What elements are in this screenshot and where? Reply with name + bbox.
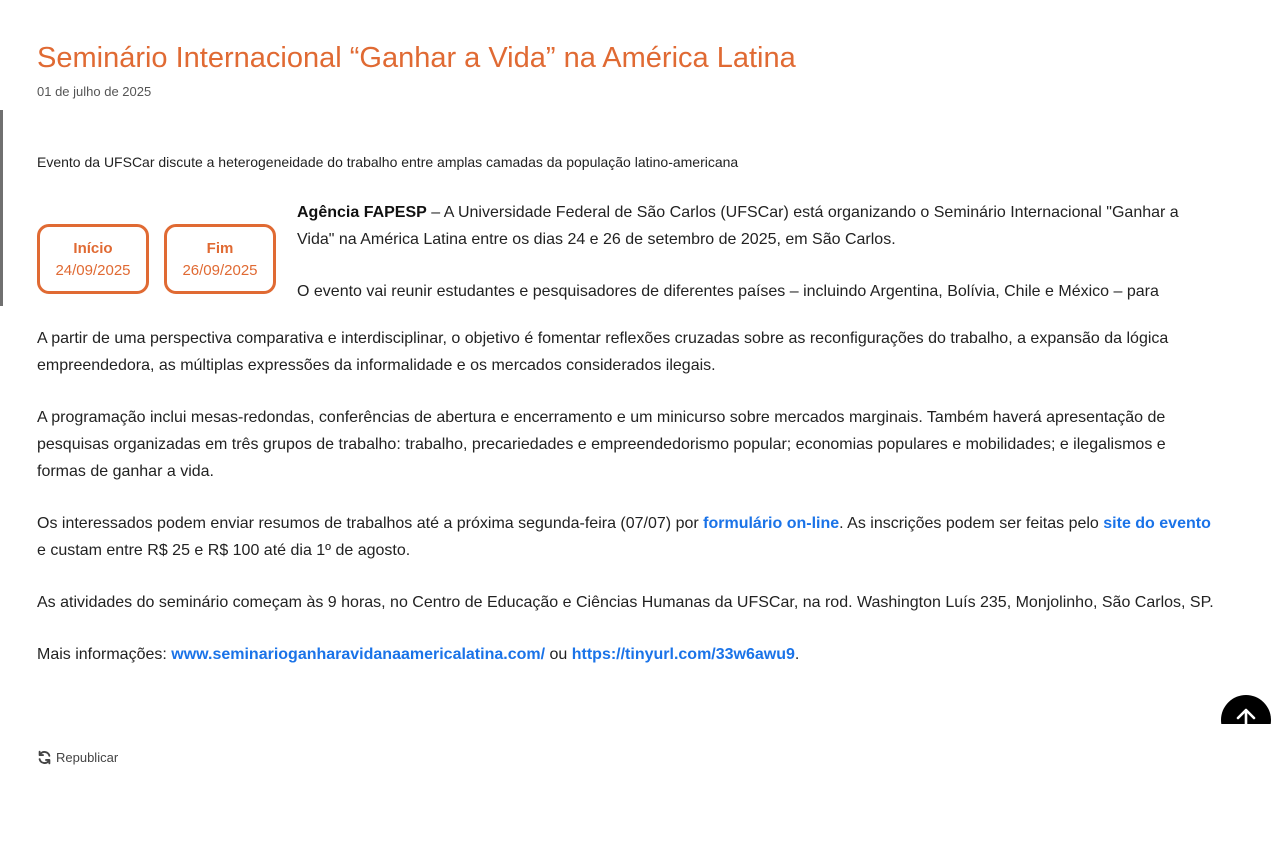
scroll-to-top-circle (1221, 695, 1271, 724)
event-site-link[interactable]: site do evento (1103, 515, 1211, 532)
page-title: Seminário Internacional “Ganhar a Vida” na América Latina (37, 42, 796, 74)
republish-button[interactable] (37, 750, 118, 765)
article-lead: Evento da UFSCar discute a heterogeneidade do trabalho entre amplas camadas da população latino-americana (37, 154, 739, 170)
event-end-badge (164, 224, 276, 294)
event-end-label: Fim (206, 240, 234, 257)
seminar-website-link[interactable]: www.seminarioganharavidanaamericalatina.com/ (171, 646, 546, 663)
agency-credit: Agência FAPESP (297, 204, 427, 221)
event-end-date: 26/09/2025 (182, 262, 258, 279)
left-edge-bar (0, 110, 3, 306)
event-start-badge (37, 224, 149, 294)
paragraph-5-text-b: . As inscrições podem ser feitas pelo (839, 515, 1104, 532)
paragraph-2: O evento vai reunir estudantes e pesquisadores de diferentes países – incluindo Argentina, Bolívia, Chile e México – para (297, 283, 1159, 300)
article-intro (297, 199, 1217, 330)
article-body (37, 325, 1217, 693)
paragraph-7-text-a: Mais informações: (37, 646, 172, 663)
paragraph-7-text-c: . (794, 646, 800, 663)
paragraph-1 (297, 199, 1217, 253)
paragraph-5-text-a: Os interessados podem enviar resumos de trabalhos até a próxima segunda-feira (07/07) por (37, 515, 704, 532)
paragraph-7-text-b: ou (545, 646, 572, 663)
paragraph-3: A partir de uma perspectiva comparativa e interdisciplinar, o objetivo é fomentar reflexões cruzadas sobre as reconfigurações do trabalho, a expansão da lógica empreendedora, as múltiplas expressões da informalidade e os mercados considerados ilegais. (37, 330, 1169, 374)
tinyurl-link[interactable]: https://tinyurl.com/33w6awu9 (571, 646, 795, 663)
republish-label: Republicar (56, 750, 119, 765)
paragraph-1-text: – A Universidade Federal de São Carlos (UFSCar) está organizando o Seminário Internacional "Ganhar a Vida" na América Latina entre os dias 24 e 26 de setembro de 2025, em São Carlos. (297, 204, 1179, 248)
paragraph-6: As atividades do seminário começam às 9 horas, no Centro de Educação e Ciências Humanas da UFSCar, na rod. Washington Luís 235, Monjolinho, São Carlos, SP. (37, 594, 1214, 611)
refresh-icon (37, 750, 52, 765)
scroll-to-top-button[interactable] (1221, 695, 1271, 724)
paragraph-5 (37, 510, 1217, 564)
arrow-up-icon (1235, 707, 1257, 724)
event-start-label: Início (73, 240, 113, 257)
publish-date: 01 de julho de 2025 (37, 84, 152, 99)
paragraph-4: A programação inclui mesas-redondas, conferências de abertura e encerramento e um minicurso sobre mercados marginais. Também haverá apresentação de pesquisas organizadas em três grupos de trabalho: trabalho, precariedades e empreendedorismo popular; economias populares e mobilidades; e ilegalismos e formas de ganhar a vida. (37, 409, 1166, 480)
paragraph-7 (37, 641, 1217, 668)
event-start-date: 24/09/2025 (55, 262, 131, 279)
online-form-link[interactable]: formulário on-line (703, 515, 840, 532)
paragraph-5-text-c: e custam entre R$ 25 e R$ 100 até dia 1º de agosto. (37, 542, 411, 559)
